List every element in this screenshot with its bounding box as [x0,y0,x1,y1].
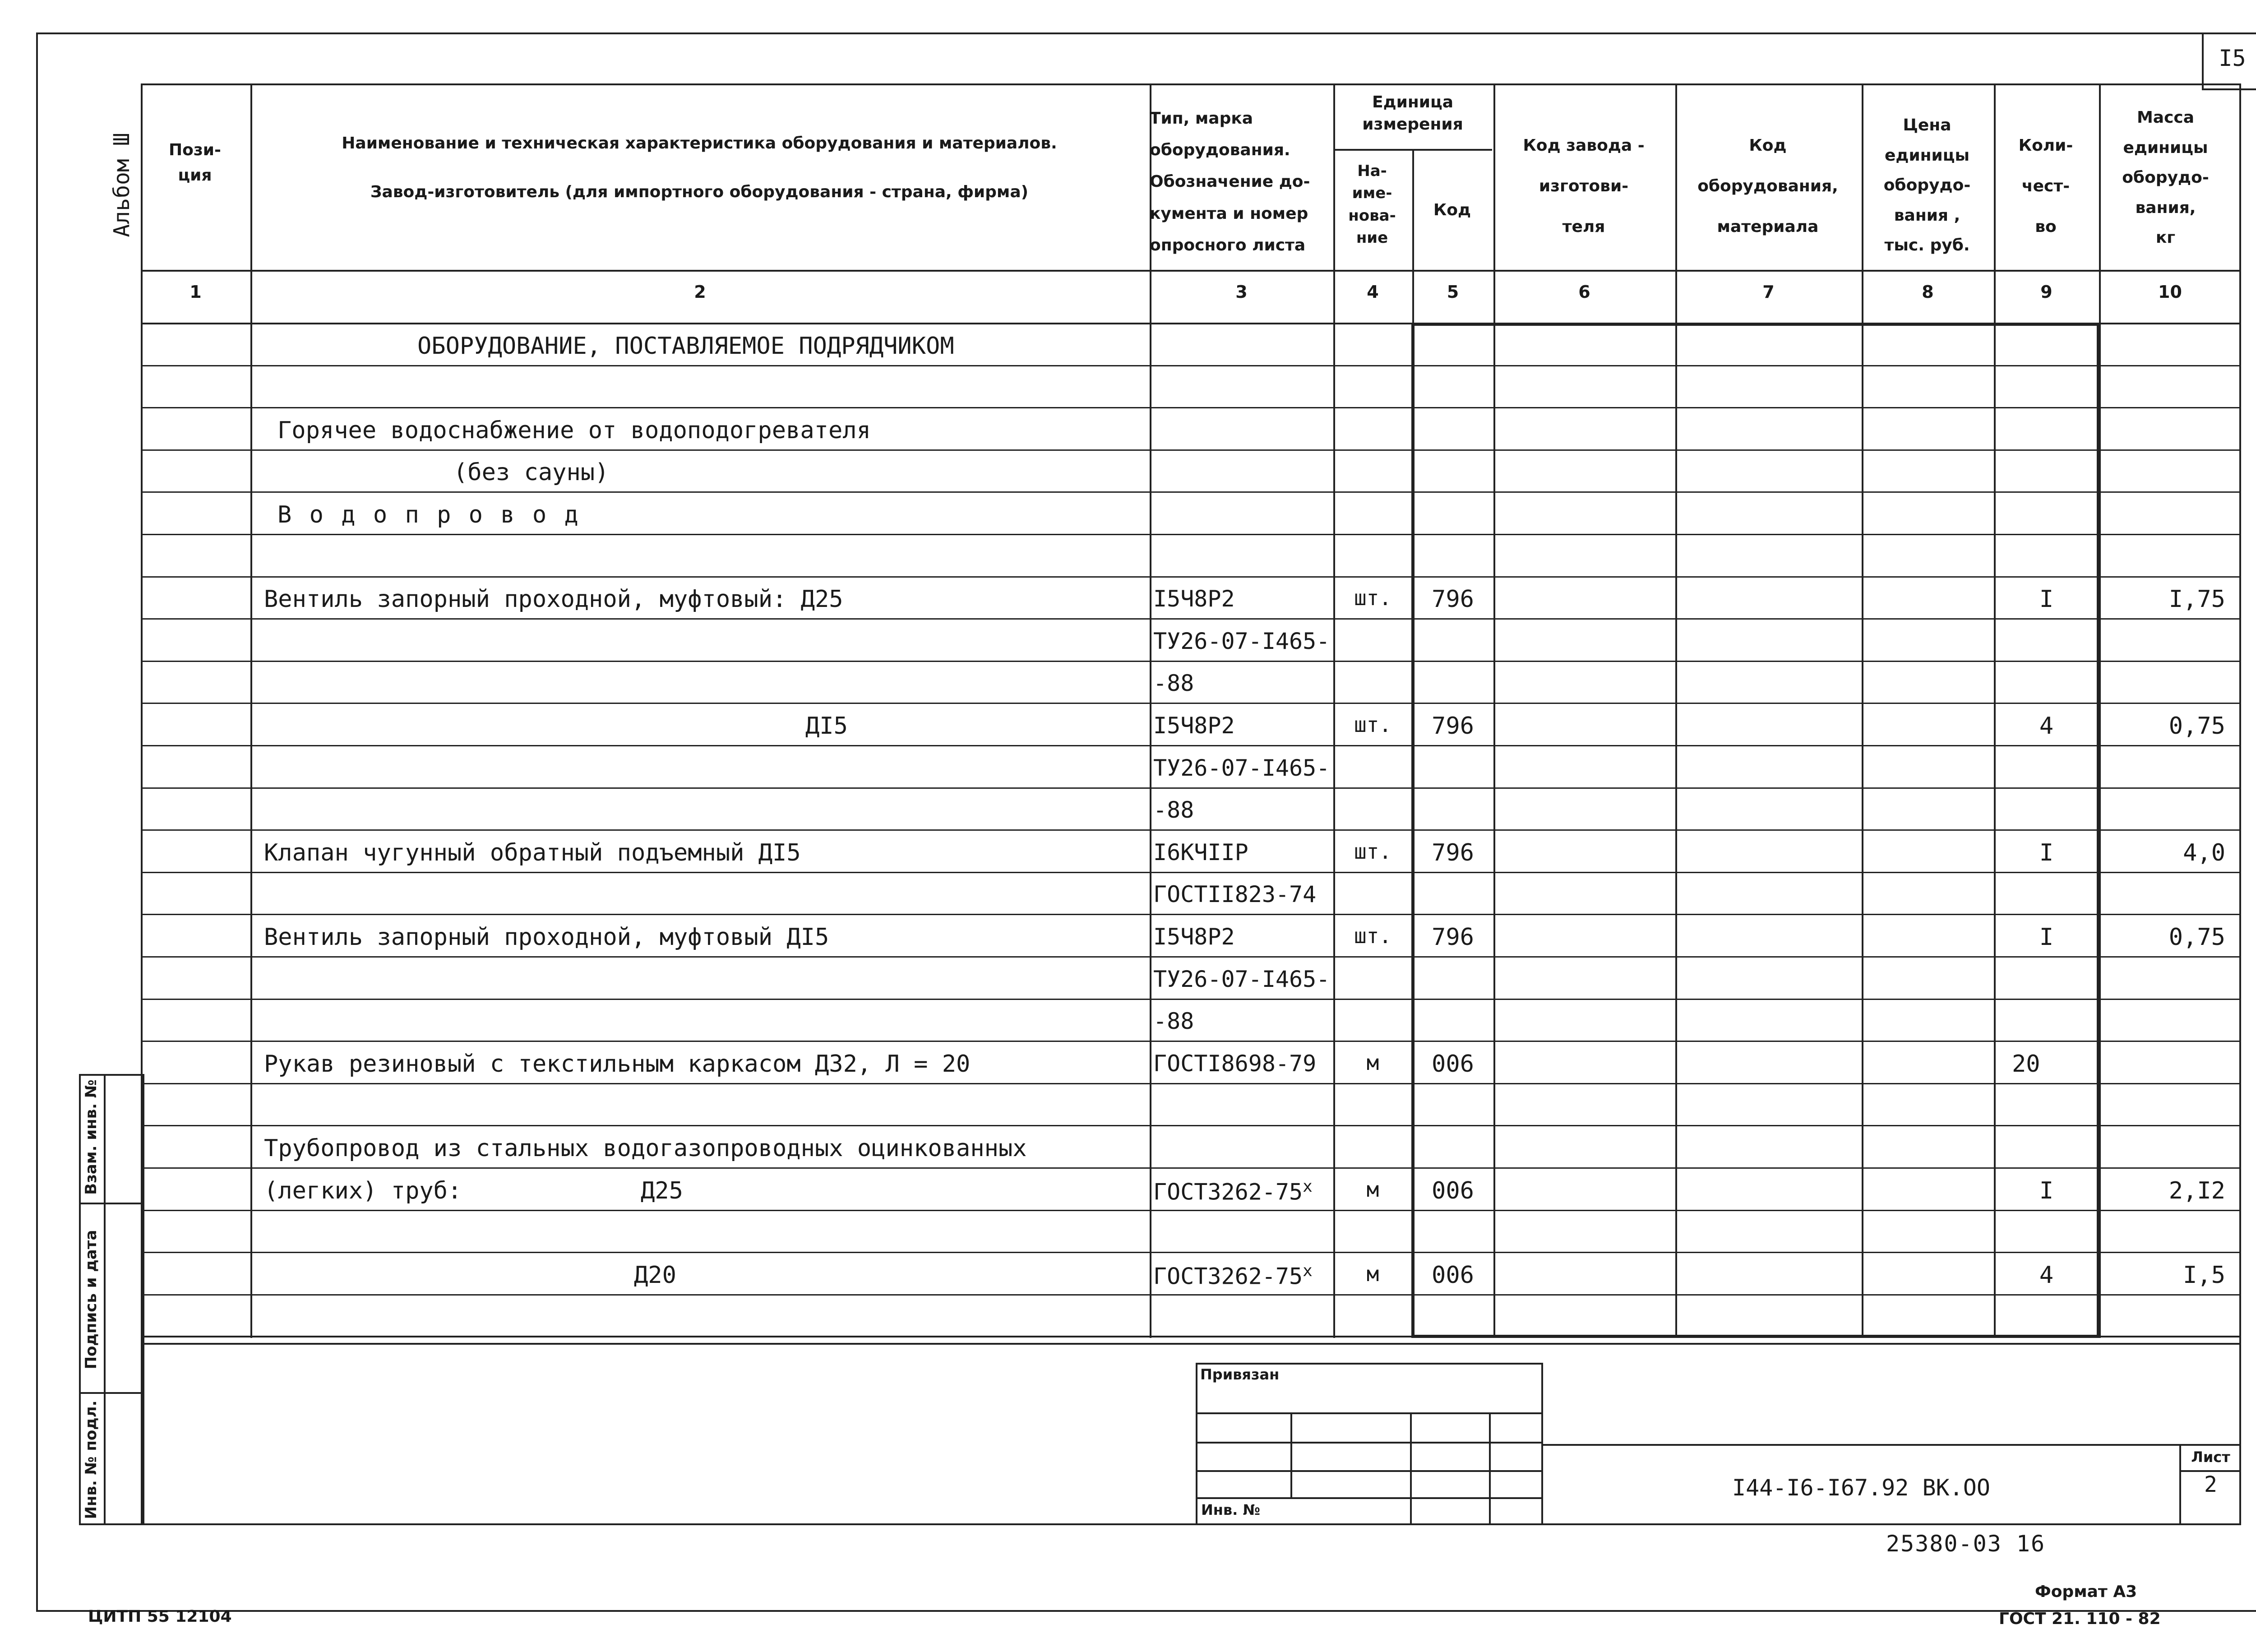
cell-qty: 20 [2012,1050,2040,1078]
cell-name: Трубопровод из стальных водогазопроводных оцинкованных [264,1135,1027,1162]
cell-name: (легких) труб: [264,1177,462,1204]
header-name-2: Завод-изготовитель (для импортного оборудования - страна, фирма) [370,183,1029,201]
side-stamp-signature: Подпись и дата [82,1230,100,1370]
cell-unit: м [1366,1050,1379,1075]
cell-qty: 4 [2039,1261,2054,1289]
column-number: 8 [1922,282,1934,302]
privyazan-label: Привязан [1200,1366,1280,1383]
column-number: 10 [2158,282,2182,302]
type-superscript: х [1303,1261,1313,1280]
cell-type: ТУ26-07-I465- [1153,966,1330,992]
cell-type [1153,1177,1343,1205]
cell-name: Клапан чугунный обратный подъемный ДI5 [264,839,801,866]
cell-mass: 0,75 [2168,924,2225,951]
cell-unit: шт. [1354,713,1392,737]
header-unit-name: На- име- нова- ние [1348,162,1396,247]
sheet-number: 2 [2204,1472,2217,1497]
inv-label: Инв. № [1201,1501,1260,1518]
header-type: Тип, марка оборудования. Обозначение до- кумента и номер опросного листа [1150,109,1310,255]
cell-type: ГОСТI8698-79 [1153,1050,1317,1077]
cell-type: -88 [1153,797,1194,824]
cell-code: 006 [1432,1261,1474,1289]
cell-type: I6КЧIIР [1153,839,1248,865]
cell-qty: I [2039,924,2054,951]
cell-type [1153,1262,1343,1290]
cell-name: ОБОРУДОВАНИЕ, ПОСТАВЛЯЕМОЕ ПОДРЯДЧИКОМ [417,332,954,360]
format-label: Формат А3 [2035,1583,2137,1601]
cell-code: 006 [1432,1050,1474,1078]
type-text: ГОСТ3262-75 [1153,1179,1303,1205]
cell-unit: м [1366,1261,1379,1286]
cell-type: I5Ч8Р2 [1153,713,1235,739]
column-number: 4 [1367,282,1379,302]
cell-mass: 4,0 [2183,839,2225,866]
cell-type: -88 [1153,1008,1194,1035]
highlight-block [1411,323,2100,1338]
header-equipment-code: Код оборудования, материала [1697,136,1838,236]
column-number: 7 [1762,282,1775,302]
cell-code: 796 [1432,839,1474,866]
header-mass: Масса единицы оборудо- вания, кг [2122,108,2209,247]
cell-type: ГОСТII823-74 [1153,881,1317,908]
header-unit-code: Код [1433,201,1471,219]
cell-code: 006 [1432,1177,1474,1204]
header-price: Цена единицы оборудо- вания , тыс. руб. [1883,116,1971,255]
cell-name_right: Д25 [641,1177,683,1204]
type-text: ГОСТ3262-75 [1153,1263,1303,1290]
cell-qty: I [2039,1177,2054,1204]
org-code: ЦИТП 55 12104 [88,1607,232,1626]
cell-name: В о д о п р о в о д [277,501,580,528]
column-divider [1333,83,1335,1338]
cell-name: Рукав резиновый с текстильным каркасом Д32, Л = 20 [264,1050,971,1078]
side-stamp-replace: Взам. инв. № [82,1079,100,1195]
cell-name: Горячее водоснабжение от водоподогревателя [277,416,871,444]
cell-name: Вентиль запорный проходной, муфтовый: Д25 [264,586,843,613]
cell-mass: 2,I2 [2168,1177,2225,1204]
cell-mass: I,5 [2183,1261,2225,1289]
header-quantity: Коли- чест- во [2018,136,2073,236]
column-number: 9 [2040,282,2053,302]
cell-type: I5Ч8Р2 [1153,924,1235,950]
gost-label: ГОСТ 21. 110 - 82 [1999,1610,2161,1628]
column-number: 1 [190,282,202,302]
cell-unit: м [1366,1177,1379,1202]
cell-name: Вентиль запорный проходной, муфтовый ДI5 [264,924,829,951]
cell-qty: I [2039,839,2054,866]
column-divider [250,83,252,1338]
header-unit: Единица измерения [1362,93,1463,134]
cell-mass: I,75 [2168,586,2225,613]
cell-name: Д20 [634,1261,676,1289]
cell-unit: шт. [1354,839,1392,864]
album-label: Альбом Ш [109,133,134,237]
side-stamp-inv: Инв. № подл. [82,1400,100,1519]
cell-unit: шт. [1354,586,1392,611]
cell-type: ТУ26-07-I465- [1153,754,1330,781]
page-number: I5 [2219,45,2246,71]
cell-code: 796 [1432,713,1474,740]
cell-name: ДI5 [805,713,848,740]
header-factory-code: Код завода - изготови- теля [1523,136,1645,236]
sheet-label: Лист [2191,1448,2230,1466]
document-code: I44-I6-I67.92 ВК.ОО [1732,1475,1990,1501]
type-superscript: х [1303,1177,1313,1196]
column-number: 2 [694,282,706,302]
cell-mass: 0,75 [2168,713,2225,740]
archive-code: 25380-03 16 [1886,1531,2046,1557]
header-name-1: Наименование и техническая характеристика оборудования и материалов. [342,134,1057,153]
cell-code: 796 [1432,924,1474,951]
cell-type: ТУ26-07-I465- [1153,628,1330,654]
cell-type: I5Ч8Р2 [1153,586,1235,612]
cell-code: 796 [1432,586,1474,613]
cell-type: -88 [1153,670,1194,697]
column-number: 3 [1235,282,1248,302]
column-number: 6 [1578,282,1590,302]
cell-qty: I [2039,586,2054,613]
cell-name: (без сауны) [453,459,609,486]
header-position: Пози- ция [169,141,221,185]
column-number: 5 [1447,282,1459,302]
column-divider [1150,83,1151,1338]
cell-qty: 4 [2039,713,2054,740]
cell-unit: шт. [1354,924,1392,948]
